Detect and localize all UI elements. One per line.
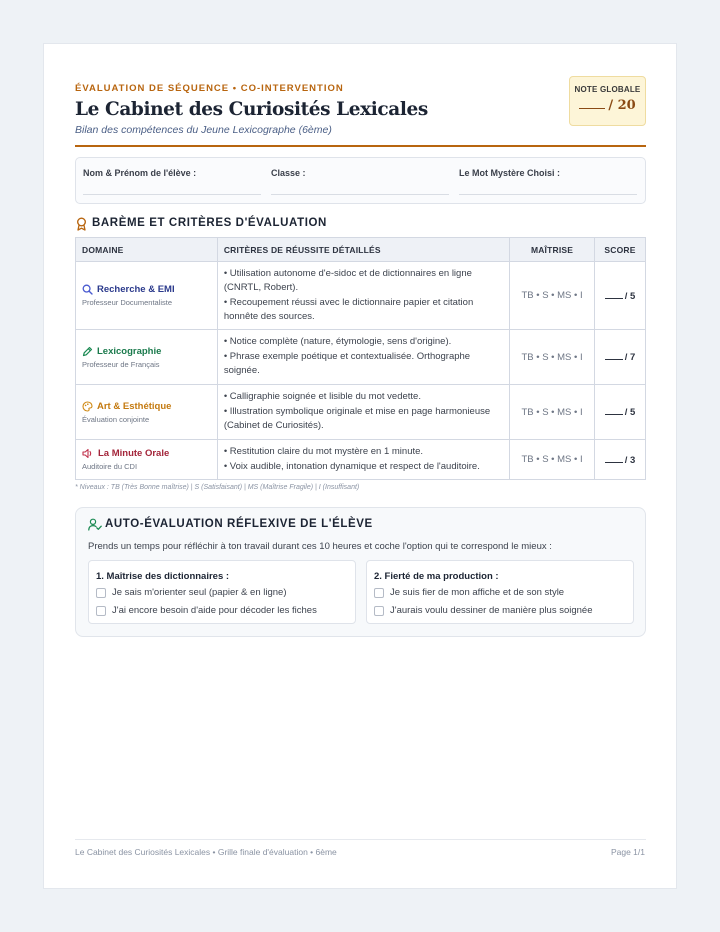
checkbox[interactable] [96,588,106,598]
speaker-icon [82,448,94,459]
class-field-label: Classe : [271,168,306,178]
domain-sub: Auditoire du CDI [82,462,138,471]
maitrise-cell[interactable]: TB • S • MS • I [510,330,595,385]
score-blank[interactable] [605,351,623,360]
score-cell[interactable] [595,440,646,480]
domain-name: La Minute Orale [98,448,170,459]
table-row [76,385,646,440]
option-row[interactable] [96,587,286,598]
score-max: / 7 [624,352,636,363]
table-row [76,330,646,385]
domain-cell [76,385,218,440]
footer-caption: Le Cabinet des Curiosités Lexicales • Grille finale d'évaluation • 6ème [75,847,337,857]
pen-icon [82,346,93,357]
checkbox[interactable] [374,606,384,616]
criterion-item: • Recoupement réussi avec le dictionnaire papier et citation honnête des sources. [223,296,474,322]
maitrise-cell[interactable]: TB • S • MS • I [510,262,595,330]
domain-name: Art & Esthétique [97,400,172,412]
word-field-line[interactable] [459,194,637,195]
checkbox[interactable] [96,606,106,616]
domain-cell [76,262,218,330]
criterion-item: • Phrase exemple poétique et contextualisée. Orthographe soignée. [223,350,471,377]
question-box-pride [366,560,634,624]
award-icon [75,217,88,231]
col-criteres: CRITÈRES DE RÉUSSITE DÉTAILLÉS [217,238,509,262]
option-label: Je sais m'orienter seul (papier & en ligne) [112,587,287,598]
footer-divider [75,839,646,840]
criteria-table [75,237,646,480]
page-number: Page 1/1 [610,847,645,857]
name-field [83,168,196,178]
criterion-item: • Notice complète (nature, étymologie, sens d'origine). [223,336,452,348]
checkbox[interactable] [374,588,384,598]
score-blank[interactable] [605,454,623,463]
word-field-label: Le Mot Mystère Choisi : [459,168,561,178]
score-cell[interactable] [595,330,646,385]
maitrise-cell[interactable]: TB • S • MS • I [510,385,595,440]
global-grade-total: / 20 [608,98,636,113]
evaluation-sheet [43,43,677,889]
bareme-title-text: BARÈME ET CRITÈRES D'ÉVALUATION [92,217,327,229]
criteria-cell [217,440,509,480]
user-check-icon [88,518,102,531]
class-field [271,168,306,178]
criterion-item: • Voix audible, intonation dynamique et respect de l'auditoire. [223,460,480,472]
table-row [76,262,646,330]
option-row[interactable] [96,605,317,616]
criterion-item: • Restitution claire du mot mystère en 1 minute. [223,446,424,457]
name-field-label: Nom & Prénom de l'élève : [83,168,197,178]
global-grade-score [570,98,645,113]
global-grade-label: NOTE GLOBALE [574,85,641,94]
option-label: J'aurais voulu dessiner de manière plus soignée [390,605,593,616]
option-row[interactable] [374,587,564,598]
col-score: SCORE [595,238,646,262]
score-blank[interactable] [605,290,623,299]
header-divider [75,145,646,147]
domain-sub: Professeur Documentaliste [82,298,173,307]
name-field-line[interactable] [83,194,261,195]
table-row [76,440,646,480]
student-info-box [75,157,646,204]
bareme-section-title [75,217,327,229]
domain-cell [76,330,218,385]
domain-name: Lexicographie [97,345,162,357]
criterion-item: • Utilisation autonome d'e-sidoc et de dictionnaires en ligne (CNRTL, Robert). [223,267,472,293]
self-assessment-title [88,518,373,530]
option-label: J'ai encore besoin d'aide pour décoder les fiches [112,605,317,616]
criteria-table-header [76,238,646,262]
levels-footnote: * Niveaux : TB (Très Bonne maîtrise) | S (Satisfaisant) | MS (Maîtrise Fragile) | I (Insuffisant) [75,484,360,491]
self-assessment-intro: Prends un temps pour réfléchir à ton travail durant ces 10 heures et coche l'option qui te correspond le mieux : [88,541,552,552]
criterion-item: • Illustration symbolique originale et mise en page harmonieuse (Cabinet de Curiosités). [223,405,491,432]
option-label: Je suis fier de mon affiche et de son style [390,587,565,598]
palette-icon [82,401,93,412]
page-title: Le Cabinet des Curiosités Lexicales [75,99,428,120]
domain-name: Recherche & EMI [97,284,175,295]
question-box-dictionaries [88,560,356,624]
global-grade-box [569,76,646,126]
search-icon [82,284,93,295]
page-subtitle: Bilan des compétences du Jeune Lexicographe (6ème) [75,124,332,136]
col-maitrise: MAÎTRISE [510,238,595,262]
criteria-cell [217,385,509,440]
score-blank[interactable] [605,406,623,415]
domain-sub: Évaluation conjointe [82,414,150,424]
domain-cell [76,440,218,480]
class-field-line[interactable] [271,194,449,195]
question-title: 2. Fierté de ma production : [374,571,499,582]
question-title: 1. Maîtrise des dictionnaires : [96,571,230,582]
maitrise-cell[interactable]: TB • S • MS • I [510,440,595,480]
domain-sub: Professeur de Français [82,359,160,369]
score-max: / 5 [624,290,636,302]
self-assessment-title-text: AUTO-ÉVALUATION RÉFLEXIVE DE L'ÉLÈVE [105,518,373,530]
score-max: / 3 [624,454,636,466]
col-domaine: DOMAINE [76,238,218,262]
criteria-cell [217,262,509,330]
option-row[interactable] [374,605,593,616]
criterion-item: • Calligraphie soignée et lisible du mot vedette. [223,391,421,403]
score-max: / 5 [624,407,636,418]
self-assessment-box [75,507,646,637]
score-cell[interactable] [595,385,646,440]
eyebrow-label: ÉVALUATION DE SÉQUENCE • CO-INTERVENTION [75,83,344,94]
criteria-cell [217,330,509,385]
global-grade-blank[interactable] [579,98,605,109]
score-cell[interactable] [595,262,646,330]
word-field [459,168,560,178]
